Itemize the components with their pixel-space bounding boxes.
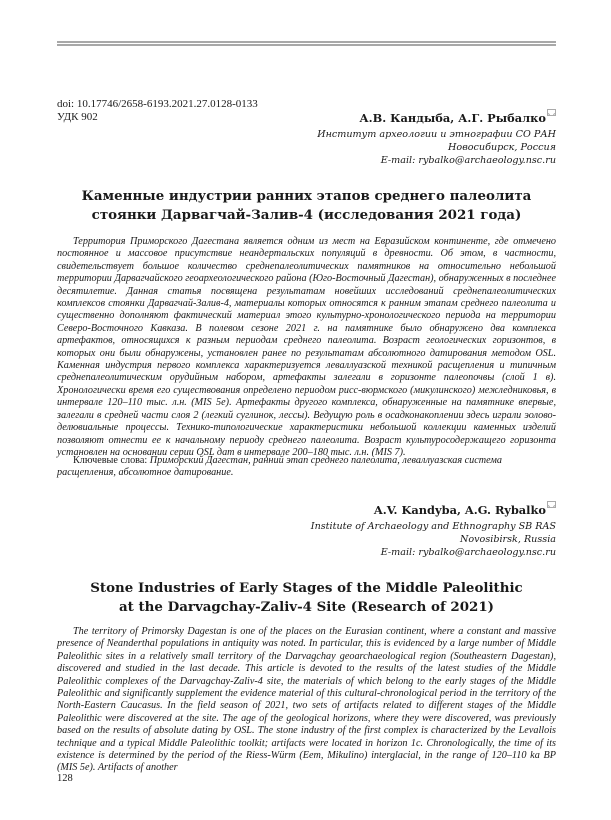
affiliation-en-city: Novosibirsk, Russia bbox=[459, 534, 556, 545]
keywords-label: Ключевые слова: bbox=[73, 455, 150, 466]
authors-en-names: A.V. Kandyba, A.G. Rybalko bbox=[373, 503, 546, 517]
affiliation-en-email: E-mail: rybalko@archaeology.nsc.ru bbox=[380, 547, 556, 558]
authors-ru bbox=[57, 111, 556, 125]
affiliation-ru bbox=[57, 128, 556, 167]
title-en bbox=[57, 579, 556, 617]
envelope-icon bbox=[547, 109, 556, 116]
abstract-en bbox=[57, 626, 556, 775]
authors-ru-names: А.В. Кандыба, А.Г. Рыбалко bbox=[359, 111, 546, 125]
page-number: 128 bbox=[57, 773, 73, 784]
header-rule-top bbox=[57, 41, 556, 43]
title-ru-line1: Каменные индустрии ранних этапов среднего палеолита bbox=[81, 188, 532, 204]
envelope-icon bbox=[547, 501, 556, 508]
title-en-line1: Stone Industries of Early Stages of the Middle Paleolithic bbox=[90, 580, 523, 596]
udk: УДК 902 bbox=[57, 110, 98, 123]
header-rule-bottom bbox=[57, 44, 556, 46]
keywords-values: Приморский Дагестан, ранний этап среднего палеолита, леваллуазская система расщепления, абсолютное датирование. bbox=[57, 455, 502, 479]
title-ru-line2: стоянки Дарвагчай-Залив-4 (исследования 2021 года) bbox=[91, 207, 522, 223]
keywords-ru-text bbox=[57, 455, 556, 480]
affiliation-en bbox=[57, 520, 556, 559]
abstract-ru bbox=[57, 236, 556, 459]
abstract-ru-text: Территория Приморского Дагестана является одним из мест на Евразийском континенте, где отмечено постоянное и массовое присутствие неандертальских популяций в древности. Об этом, в частности, свидетельствует большое количество среднепалеолитических памятников на относительно небольшой территории Дарвагчайского геоархеологического района (Юго-Восточный Дагестан), обнаруженных в последнее десятилетие. Данная статья посвящена результатам новейших исследований среднепалеолитических комплексов стоянки Дарвагчай-Залив-4, материалы которых относятся к ранним этапам среднего палеолита и существенно дополняют фактический материал этого культурно-хронологического периода на территории Северо-Восточного Кавказа. В полевом сезоне 2021 г. на памятнике было обнаружено два комплекса артефактов, относящихся к разным периодам среднего палеолита. Возраст геологических горизонтов, в которых они были обнаружены, установлен ранее по результатам абсолютного датирования методом OSL. Каменная индустрия первого комплекса характеризуется леваллуазской техникой расщепления и типичным среднепалеолитическим орудийным набором, артефакты залегали в горизонте палеопочвы (слой 1 в). Хронологически время его существования определено периодом рисс-вюрмского (микулинского) межледниковья, в интервале 120–110 тыс. л.н. (MIS 5e). Артефакты другого комплекса, обнаруженные на памятнике впервые, залегали в средней части слоя 2 (легкий суглинок, лессы). Ведущую роль в осадконакоплении здесь играли эолово-делювиальные процессы. Технико-типологические характеристики небольшой коллекции каменных изделий позволяют отнести ее к начальному периоду среднего палеолита. Возраст культуросодержащего горизонта установлен на основании серии OSL дат в интервале 200–180 тыс. л.н. (MIS 7). bbox=[57, 236, 556, 458]
title-en-line2: at the Darvagchay-Zaliv-4 Site (Research of 2021) bbox=[118, 599, 495, 615]
keywords-ru bbox=[57, 455, 556, 480]
title-ru bbox=[57, 187, 556, 225]
affiliation-ru-email: E-mail: rybalko@archaeology.nsc.ru bbox=[380, 155, 556, 166]
affiliation-en-institute: Institute of Archaeology and Ethnography SB RAS bbox=[310, 521, 556, 532]
abstract-en-text: The territory of Primorsky Dagestan is one of the places on the Eurasian continent, where a constant and massive presence of Neanderthal populations in antiquity was noted. In particular, this is evidenced by a large number of Middle Paleolithic sites in a relatively small territory of the Darvagchay geoarchaeological region (Southeastern Dagestan), discovered and studied in the last decade. This article is devoted to the results of the latest studies of the Middle Paleolithic complexes of the Darvagchay-Zaliv-4 site, the materials of which belong to the early stages of the Middle Paleolithic and significantly supplement the evidence material of this cultural-chronological period in the territory of the North-Eastern Caucasus. In the field season of 2021, two sets of artifacts related to different stages of the Middle Paleolithic were discovered at the site. The age of the geological horizons, where they were discovered, was previously based on the results of absolute dating by OSL. The stone industry of the first complex is characterized by the Levallois technique and a typical Middle Paleolithic toolkit; artifacts were located in horizon 1c. Chronologically, the time of its existence is determined by the period of the Riess-Würm (Eem, Mikulino) interglacial, in the range of 120–110 ka BP (MIS 5e). Artifacts of another bbox=[57, 626, 556, 774]
authors-en bbox=[57, 503, 556, 517]
affiliation-ru-city: Новосибирск, Россия bbox=[448, 142, 556, 153]
affiliation-ru-institute: Институт археологии и этнографии СО РАН bbox=[317, 129, 556, 140]
doi: doi: 10.17746/2658-6193.2021.27.0128-0133 bbox=[57, 98, 258, 110]
